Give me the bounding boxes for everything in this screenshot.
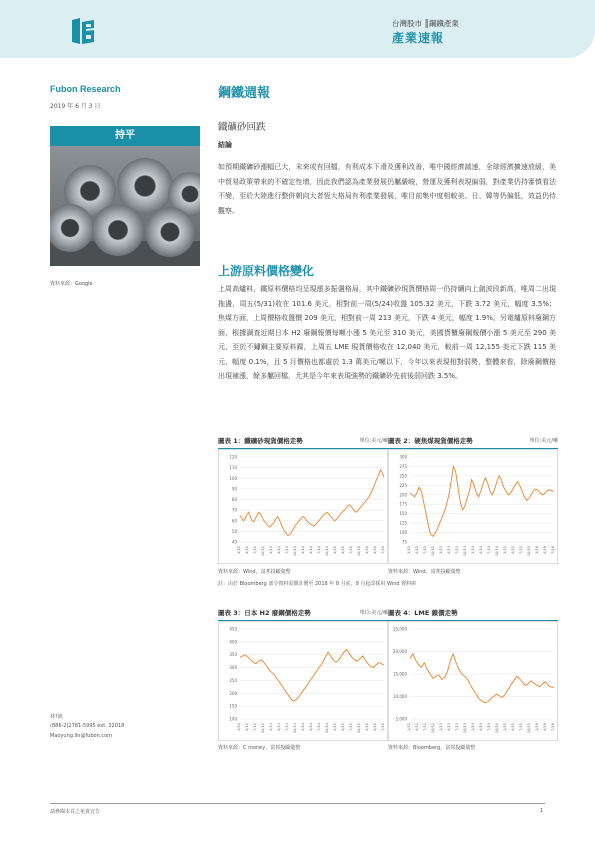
x-tick-label: 1/15 — [503, 546, 507, 554]
x-tick-label: 1/16 — [365, 723, 369, 731]
disclaimer-note: 請參閱末頁之免責宣告 — [50, 809, 101, 815]
x-tick-label: 7/13 — [285, 723, 289, 731]
x-tick-label: 10/15 — [357, 723, 361, 734]
report-subtitle: 鐵礦砂回跌 — [218, 122, 266, 133]
x-tick-label: 4/15 — [511, 546, 515, 554]
x-tick-label: 10/12 — [431, 723, 435, 734]
x-tick-label: 10/12 — [261, 723, 265, 734]
chart-1-plot — [218, 449, 388, 564]
x-tick-label: 4/14 — [479, 546, 483, 554]
x-tick-label: 4/13 — [277, 546, 281, 554]
y-tick-label: 40 — [231, 539, 237, 545]
x-tick-label: 7/16 — [551, 546, 555, 554]
x-tick-label: 10/15 — [527, 546, 531, 557]
x-tick-label: 7/13 — [285, 546, 289, 554]
x-tick-label: 10/12 — [261, 546, 265, 557]
x-tick-label: 7/16 — [381, 723, 385, 731]
y-tick-label: 125 — [399, 520, 407, 526]
x-tick-label: 10/13 — [463, 546, 467, 557]
x-tick-label: 7/12 — [423, 723, 427, 731]
x-tick-label: 4/14 — [479, 723, 483, 731]
y-tick-label: 450 — [229, 626, 237, 632]
y-tick-label: 250 — [399, 473, 407, 479]
x-tick-label: 1/13 — [269, 546, 273, 554]
x-tick-label: 7/14 — [317, 723, 321, 731]
x-tick-label: 1/14 — [301, 546, 305, 554]
x-tick-label: 4/15 — [511, 723, 515, 731]
section-paragraph: 上周高爐料，鐵原料價格均呈現漲多振盪格局，其中鐵礦砂現貨價格周一仍持續向上創波段新高，唯周二出現拖盪，周五(5/31)收在 101.6 美元，相對前一周(5/24)收盤 105.32 美元，下跌 3.72 美元，幅度 3.5%；焦煤方面，上周價格收盤價 209 美元，相對前一周 213 美元，下跌 4 美元，幅度 1.9%。另電爐原料廢鋼方面，根據調查近期日本 H2 廢鋼報價每噸小漲 5 美元至 310 美元，美國貨櫃廢鋼報價小漲 5 美元至 290 美元，至於不鏽鋼主要原料鎳，上周五 LME 現貨價格收在 12,040 美元，較前一周 12,155 美元下跌 115 美元，幅度 0.1%，且 5 月價格也都處於 1.3 萬美元/噸以下，今年以來表現相對弱勢，整體來看，除廢鋼價格出現補漲，餘多屬回檔，尤其是今年來表現強勢的鐵礦砂先前後弱回跌 3.5%。 — [218, 285, 556, 380]
x-tick-label: 10/14 — [495, 546, 499, 557]
y-tick-label: 150 — [399, 511, 407, 517]
y-tick-label: 70 — [231, 507, 237, 513]
x-tick-label: 7/12 — [253, 546, 257, 554]
section-title: 上游原料價格變化 — [218, 264, 315, 278]
x-tick-label: 7/15 — [349, 546, 353, 554]
x-tick-label: 1/15 — [333, 546, 337, 554]
y-tick-label: 100 — [399, 530, 407, 536]
x-tick-label: 4/13 — [277, 723, 281, 731]
chart-4-plot — [388, 621, 558, 741]
y-tick-label: 150 — [229, 703, 237, 709]
y-tick-label: 350 — [229, 652, 237, 658]
chart-4-title: 圖表 4：LME 鎳價走勢 — [388, 609, 458, 617]
analyst-phone: (886-2)2781-5995 ext. 32018 — [50, 723, 125, 729]
page-number: 1 — [540, 808, 544, 814]
chart-4 — [388, 606, 558, 741]
x-tick-label: 10/13 — [293, 546, 297, 557]
x-tick-label: 7/16 — [381, 546, 385, 554]
x-tick-label: 4/14 — [309, 546, 313, 554]
chart-3-unit: 單位:美元/噸 — [359, 610, 388, 616]
chart-3 — [218, 606, 388, 741]
x-tick-label: 4/12 — [415, 723, 419, 731]
chart-2-unit: 單位:美元/噸 — [529, 438, 558, 444]
chart-frame — [389, 622, 558, 741]
chart-note: 註：由於 Bloomberg 部分資料需額計價至 2018 年 8 月底，9 月起改採用 Wind 資料庫 — [218, 581, 417, 587]
photo-source: 資料來源：Google — [50, 281, 93, 287]
x-tick-label: 10/14 — [325, 723, 329, 734]
chart-3-title: 圖表 3：日本 H2 廢鋼價格走勢 — [218, 609, 311, 617]
y-tick-label: 250 — [229, 677, 237, 683]
x-tick-label: 7/15 — [349, 723, 353, 731]
x-tick-label: 4/14 — [309, 723, 313, 731]
x-tick-label: 1/15 — [333, 723, 337, 731]
x-tick-label: 4/15 — [341, 546, 345, 554]
x-tick-label: 10/14 — [325, 546, 329, 557]
steel-coils-photo — [50, 146, 200, 266]
x-tick-label: 4/12 — [415, 546, 419, 554]
y-tick-label: 200 — [229, 690, 237, 696]
x-tick-label: 10/12 — [431, 546, 435, 557]
x-tick-label: 7/16 — [551, 723, 555, 731]
header-title: 產業速報 — [392, 31, 445, 45]
y-tick-label: 110 — [229, 465, 237, 471]
y-tick-label: 80 — [231, 497, 237, 502]
chart-1-header — [218, 434, 388, 449]
x-tick-label: 7/14 — [487, 723, 491, 731]
x-tick-label: 4/12 — [245, 546, 249, 554]
x-tick-label: 10/13 — [463, 723, 467, 734]
x-tick-label: 1/12 — [407, 723, 411, 731]
chart-2-source: 資料來源：Wind，富邦投顧彙整 — [388, 569, 461, 575]
chart-2-plot — [388, 449, 558, 564]
y-tick-label: 300 — [399, 454, 407, 460]
y-tick-label: 100 — [229, 475, 237, 481]
chart-frame — [219, 622, 388, 741]
y-tick-label: 75 — [401, 539, 407, 545]
chart-2-header — [388, 434, 558, 449]
x-tick-label: 10/15 — [357, 546, 361, 557]
y-tick-label: 60 — [231, 518, 237, 524]
chart-1 — [218, 434, 388, 564]
chart-3-source: 資料來源：C money，富邦投顧彙整 — [218, 745, 301, 751]
y-tick-label: 400 — [229, 639, 237, 645]
x-tick-label: 1/15 — [503, 723, 507, 731]
y-tick-label: 225 — [399, 482, 407, 488]
x-tick-label: 7/12 — [253, 723, 257, 731]
y-tick-label: 200 — [399, 492, 407, 498]
y-tick-label: 300 — [229, 665, 237, 671]
x-tick-label: 7/14 — [487, 546, 491, 554]
header-breadcrumb: 台灣股市 ║鋼鐵產業 — [392, 19, 459, 28]
x-tick-label: 4/13 — [447, 723, 451, 731]
x-tick-label: 1/12 — [237, 723, 241, 731]
chart-4-source: 資料來源：Bloomberg，富邦投顧彙整 — [388, 745, 476, 751]
y-tick-label: 50 — [231, 528, 237, 534]
x-tick-label: 1/14 — [471, 723, 475, 731]
y-tick-label: 20,000 — [393, 649, 407, 654]
x-tick-label: 7/13 — [455, 723, 459, 731]
x-tick-label: 4/16 — [373, 546, 377, 554]
x-tick-label: 1/12 — [237, 546, 241, 554]
brand-name: Fubon Research — [50, 84, 121, 94]
y-tick-label: 15,000 — [393, 671, 407, 677]
x-tick-label: 7/15 — [519, 546, 523, 554]
x-tick-label: 7/15 — [519, 723, 523, 731]
analyst-name: 林?娟 — [50, 714, 63, 720]
x-tick-label: 1/16 — [535, 546, 539, 554]
y-tick-label: 90 — [231, 486, 237, 492]
chart-1-source: 資料來源：Wind，富邦投顧彙整 — [218, 569, 291, 575]
y-tick-label: 10,000 — [393, 694, 407, 699]
x-tick-label: 4/16 — [373, 723, 377, 731]
x-tick-label: 1/16 — [535, 723, 539, 731]
chart-1-unit: 單位:美元/噸 — [359, 438, 388, 444]
y-tick-label: 100 — [229, 716, 237, 722]
x-tick-label: 1/14 — [301, 723, 305, 731]
x-tick-label: 10/13 — [293, 723, 297, 734]
analyst-email[interactable]: Maoyung.lin@fubon.com — [50, 733, 113, 739]
x-tick-label: 7/12 — [423, 546, 427, 554]
x-tick-label: 4/16 — [543, 546, 547, 554]
chart-2-title: 圖表 2：硬焦煤現貨價格走勢 — [388, 437, 473, 445]
x-tick-label: 1/13 — [439, 723, 443, 731]
x-tick-label: 4/13 — [447, 546, 451, 554]
x-tick-label: 10/14 — [495, 723, 499, 734]
chart-2 — [388, 434, 558, 564]
chart-3-plot — [218, 621, 388, 741]
x-tick-label: 4/16 — [543, 723, 547, 731]
conclusion-paragraph: 如預期鐵礦砂漲幅已大，未來或有回檔，有利成本下滑及獲利改善，唯中國經濟減速，全球經濟擴速放緩，美中貿易政策帶來的不確定性增，因此我們認為產業發展仍屬嚴峻，營運及獲利表現偏弱，對產業仍持審慎看法不變，至於大陸進行整併朝向大者恆大格局有利產業發展，唯目前集中度相較美、日、韓等仍偏低，效益仍待觀察。 — [218, 163, 556, 215]
y-tick-label: 175 — [399, 501, 407, 507]
x-tick-label: 1/16 — [365, 546, 369, 554]
fubon-logo-icon — [70, 16, 96, 46]
chart-1-title: 圖表 1：鐵礦砂現貨價格走勢 — [218, 437, 303, 445]
y-tick-label: 25,000 — [393, 626, 407, 632]
x-tick-label: 4/12 — [245, 723, 249, 731]
x-tick-label: 1/13 — [269, 723, 273, 731]
x-tick-label: 1/13 — [439, 546, 443, 554]
rating-badge: 持平 — [50, 126, 200, 146]
x-tick-label: 7/14 — [317, 546, 321, 554]
y-tick-label: 5,000 — [395, 716, 407, 722]
x-tick-label: 4/15 — [341, 723, 345, 731]
chart-3-header — [218, 606, 388, 621]
chart-4-header — [388, 606, 558, 621]
x-tick-label: 1/14 — [471, 546, 475, 554]
x-tick-label: 10/15 — [527, 723, 531, 734]
footer-divider — [50, 803, 545, 804]
y-tick-label: 120 — [229, 454, 237, 460]
x-tick-label: 7/13 — [455, 546, 459, 554]
report-title: 鋼鐵週報 — [218, 86, 271, 101]
report-date: 2019 年 6 月 3 日 — [50, 103, 101, 110]
y-tick-label: 275 — [399, 463, 407, 469]
conclusion-label: 結論 — [218, 141, 232, 149]
x-tick-label: 1/12 — [407, 546, 411, 554]
